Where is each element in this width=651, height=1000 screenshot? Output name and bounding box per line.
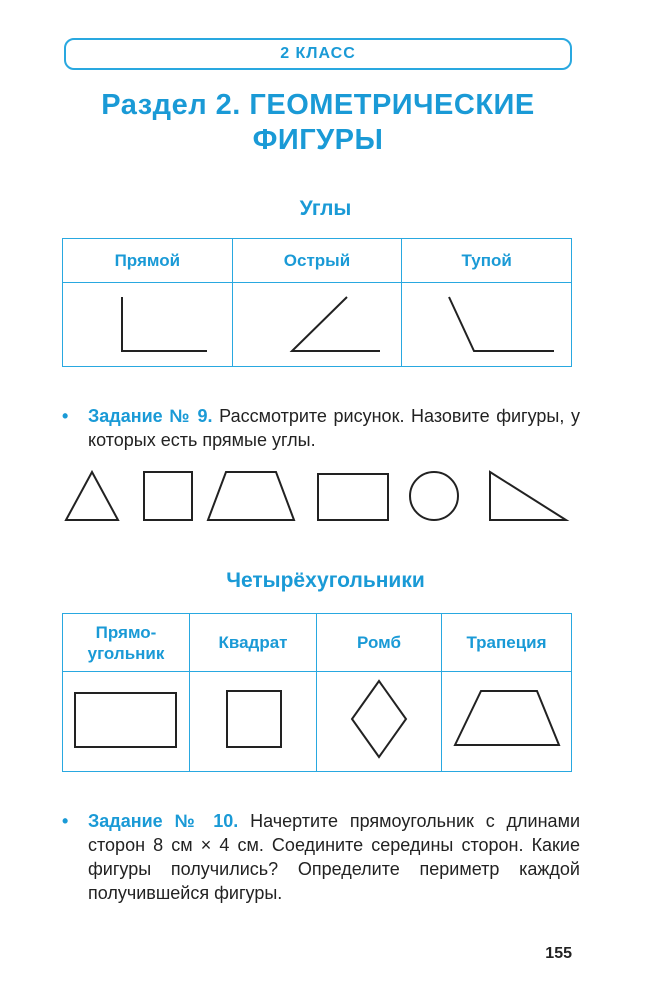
task-10-label: Задание № 10. xyxy=(88,811,239,831)
quad-trapezoid-figure xyxy=(451,687,563,751)
quad-square-cell xyxy=(190,672,317,772)
acute-angle-cell xyxy=(232,283,402,367)
quad-rectangle-cell xyxy=(63,672,190,772)
trapezoid-figure xyxy=(208,472,294,520)
quad-trapezoid-cell xyxy=(442,672,572,772)
grade-label: 2 КЛАСС xyxy=(280,45,356,62)
task-9-label: Задание № 9. xyxy=(88,406,213,426)
quad-rhombus-cell xyxy=(317,672,442,772)
quad-rectangle-figure xyxy=(71,687,181,751)
circle-figure xyxy=(410,472,458,520)
angle-header-right: Прямой xyxy=(63,239,233,283)
quad-square-figure xyxy=(221,687,285,751)
triangle-figure xyxy=(66,472,118,520)
rectangle-figure xyxy=(318,474,388,520)
quad-header-trapezoid: Трапеция xyxy=(442,614,572,672)
quad-header-rhombus: Ромб xyxy=(317,614,442,672)
quad-header-square: Квадрат xyxy=(190,614,317,672)
section-title-line1: Раздел 2. ГЕОМЕТРИЧЕСКИЕ xyxy=(101,89,535,121)
obtuse-angle-figure xyxy=(417,287,557,357)
task-10 xyxy=(64,809,580,905)
page-number: 155 xyxy=(545,945,572,962)
quad-rhombus-figure xyxy=(347,677,411,761)
task-9-figures xyxy=(60,468,580,528)
angles-table xyxy=(62,238,572,367)
quad-header-rectangle-line1: Прямо- xyxy=(95,622,157,642)
acute-angle-figure xyxy=(252,287,382,357)
angles-title: Углы xyxy=(299,197,352,220)
quad-header-rectangle-line2: угольник xyxy=(87,643,165,663)
task-10-text: Начертите прямоугольник с длинами сторон 8 см × 4 см. Соедините середины сторон. Какие фигуры получились? Определите периметр каждой получившейся фигуры. xyxy=(88,811,580,903)
task-9 xyxy=(64,404,580,452)
section-title-line2: ФИГУРЫ xyxy=(252,124,384,156)
quadrilaterals-table xyxy=(62,613,572,772)
right-angle-figure xyxy=(87,287,207,357)
square-figure xyxy=(144,472,192,520)
task-9-text: Рассмотрите рисунок. Назовите фигуры, у которых есть прямые углы. xyxy=(88,406,580,450)
angle-header-acute: Острый xyxy=(232,239,402,283)
angle-header-obtuse: Тупой xyxy=(402,239,572,283)
right-angle-cell xyxy=(63,283,233,367)
grade-banner xyxy=(64,38,572,70)
obtuse-angle-cell xyxy=(402,283,572,367)
task-10-bullet: • xyxy=(62,811,69,831)
task-9-bullet: • xyxy=(62,406,69,426)
right-triangle-figure xyxy=(490,472,566,520)
quad-header-rectangle xyxy=(63,614,190,672)
quadrilaterals-title: Четырёхугольники xyxy=(226,569,425,592)
section-title xyxy=(30,88,606,158)
